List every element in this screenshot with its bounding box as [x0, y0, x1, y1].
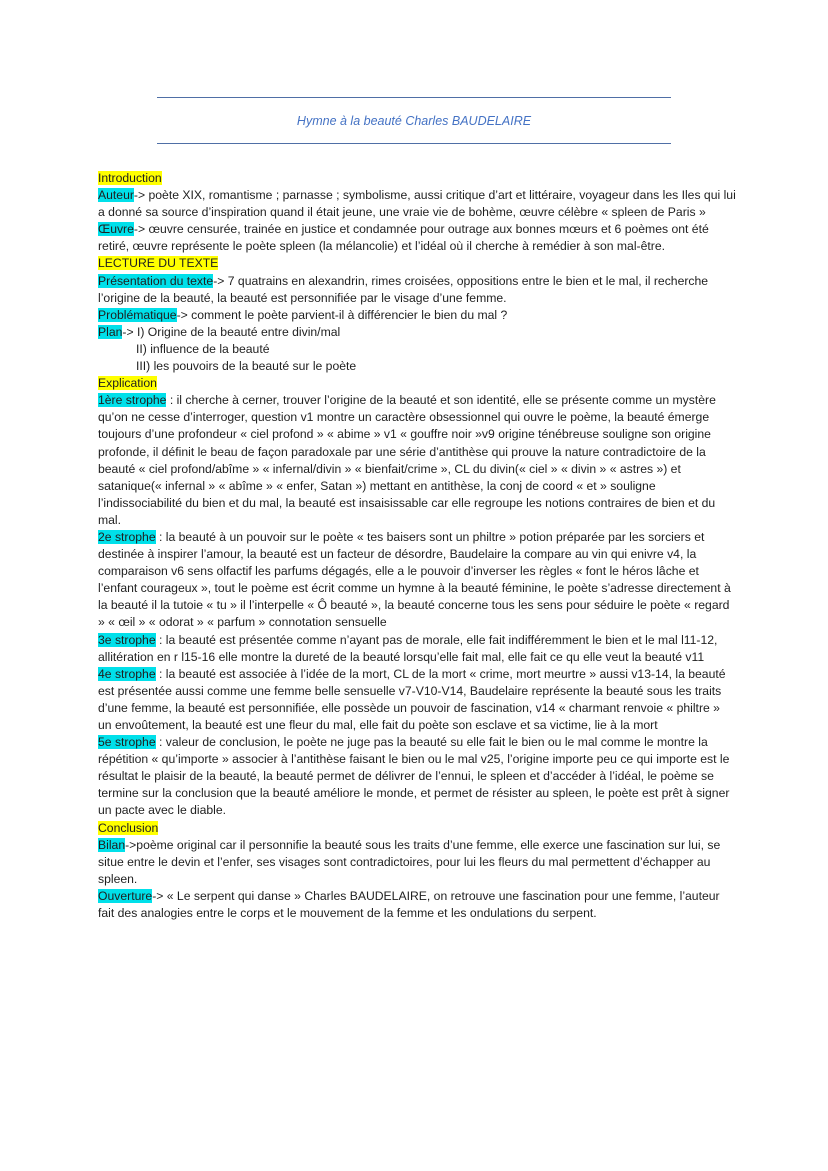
- paragraph-strophe-1: [98, 392, 736, 529]
- paragraph-strophe-5: [98, 734, 736, 819]
- paragraph-plan: [98, 324, 736, 341]
- label-auteur: Auteur: [98, 188, 134, 203]
- paragraph-auteur: [98, 187, 736, 221]
- header-rule-top: [157, 97, 671, 98]
- plan-item-2: II) influence de la beauté: [136, 341, 270, 356]
- paragraph-strophe-3: [98, 632, 736, 666]
- heading-lecture: LECTURE DU TEXTE: [98, 256, 219, 271]
- paragraph-ouverture: [98, 888, 736, 922]
- label-strophe-2: 2e strophe: [98, 529, 156, 544]
- heading-introduction: Introduction: [98, 171, 162, 185]
- text-bilan: ->poème original car il personnifie la beauté sous les traits d’une femme, elle exerce une fascination sur lui, se situe entre le devin et l’enfer, ses visages sont contradictoires, pour lui les fleurs du mal permettent d’échapper au spleen.: [98, 837, 721, 886]
- paragraph-problematique: [98, 307, 736, 324]
- label-plan: Plan: [98, 324, 123, 339]
- text-strophe-5: : valeur de conclusion, le poète ne juge pas la beauté su elle fait le bien ou le mal comme le montre la répétition « qu’importe » associer à l’antithèse faisant le bien ou le mal v25, l’origine importe peu ce qui importe est le résultat le plaisir de la beauté, la beauté permet de délivrer de l’ennui, le spleen et d’accéder à l’idéal, le poème se termine sur la conclusion que la beauté améliore le monde, et permet de résister au spleen, le poète est prêt à signer un pacte avec le diable.: [98, 735, 730, 818]
- document-title: Hymne à la beauté Charles BAUDELAIRE: [296, 114, 532, 128]
- paragraph-presentation: [98, 273, 736, 307]
- text-presentation: -> 7 quatrains en alexandrin, rimes croisées, oppositions entre le bien et le mal, il recherche l’origine de la beauté, la beauté est personnifiée par le visage d’une femme.: [98, 273, 709, 305]
- label-problematique: Problématique: [98, 307, 177, 322]
- text-strophe-1: : il cherche à cerner, trouver l’origine de la beauté et son identité, elle se présente comme un mystère qu’on ne cesse d’interroger, question v1 montre un caractère obsessionnel qui ouvre le poème, la beauté émerge toujours d’une profondeur « ciel profond » « abime » v1 « gouffre noir »v9 origine ténébreuse souligne son origine profonde, il définit le beau de façon paradoxale par une série d’antithèse qui prouve la nature contradictoire de la beauté « ciel profond/abîme » « infernal/divin » « bienfait/crime », CL du divin(« ciel » « divin » « astres ») et satanique(« infernal » « abîme » « enfer, Satan ») mettant en antithèse, la conj de coord « et » souligne l’indissociabilité du bien et du mal, la beauté est insaisissable car elle regroupe les notions contraires de bien et du mal.: [98, 393, 716, 527]
- document-body: [98, 170, 736, 922]
- paragraph-strophe-4: [98, 666, 736, 734]
- paragraph-oeuvre: [98, 221, 736, 255]
- heading-explication: Explication: [98, 376, 157, 391]
- section-lecture: [98, 255, 736, 272]
- plan-item-3: III) les pouvoirs de la beauté sur le poète: [136, 359, 357, 374]
- label-presentation: Présentation du texte: [98, 273, 214, 288]
- section-conclusion: [98, 820, 736, 837]
- label-strophe-4: 4e strophe: [98, 666, 156, 681]
- paragraph-strophe-2: [98, 529, 736, 632]
- label-strophe-3: 3e strophe: [98, 632, 156, 647]
- text-ouverture: -> « Le serpent qui danse » Charles BAUDELAIRE, on retrouve une fascination pour une femme, l’auteur fait des analogies entre le corps et le mouvement de la femme et les ondulations du serpent.: [98, 888, 720, 921]
- text-strophe-2: : la beauté à un pouvoir sur le poète « tes baisers sont un philtre » potion préparée par les sorciers et destinée à inspirer l’amour, la beauté est un facteur de désordre, Baudelaire la compare au vin qui enivre v4, la comparaison v6 sens olfactif les parfums dégagés, elle a le pouvoir d’inverser les règles « font le héros lâche et l’enfant courageux », tout le poème est écrit comme un hymne à la beauté féminine, le poète s’adresse directement à la beauté il la tutoie « tu » il l’interpelle « Ô beauté », la beauté concerne tous les sens pour séduire le poète « regard » « œil » « odorat » « parfum » connotation sensuelle: [98, 529, 731, 630]
- label-bilan: Bilan: [98, 837, 126, 852]
- text-plan: -> I) Origine de la beauté entre divin/mal: [122, 324, 341, 339]
- header-rule-bottom: [157, 143, 671, 144]
- heading-conclusion: Conclusion: [98, 820, 159, 835]
- section-explication: [98, 375, 736, 392]
- label-strophe-5: 5e strophe: [98, 735, 156, 750]
- label-ouverture: Ouverture: [98, 888, 153, 903]
- text-strophe-3: : la beauté est présentée comme n’ayant pas de morale, elle fait indifféremment le bien et le mal l11-12, allitération en r l15-16 elle montre la dureté de la beauté lorsqu’elle fait mal, elle fait ce qu elle veut la beauté v11: [98, 632, 718, 664]
- label-oeuvre: Œuvre: [98, 222, 134, 237]
- text-auteur: -> poète XIX, romantisme ; parnasse ; symbolisme, aussi critique d’art et littéraire, voyageur dans les Iles qui lui a donné sa source d’inspiration quand il était jeune, une vraie vie de bohème, œuvre célèbre « spleen de Paris »: [98, 188, 736, 220]
- paragraph-bilan: [98, 837, 736, 888]
- section-introduction: [98, 170, 736, 187]
- label-strophe-1: 1ère strophe: [98, 393, 167, 408]
- text-oeuvre: -> œuvre censurée, trainée en justice et condamnée pour outrage aux bonnes mœurs et 6 poèmes ont été retiré, œuvre représente le poète spleen (la mélancolie) et l’idéal où il cherche à remédier à son mal-être.: [98, 222, 709, 254]
- text-problematique: -> comment le poète parvient-il à différencier le bien du mal ?: [176, 307, 508, 322]
- text-strophe-4: : la beauté est associée à l’idée de la mort, CL de la mort « crime, mort meurtre » aussi v13-14, la beauté est présentée aussi comme une femme belle sensuelle v7-V10-V14, Baudelaire représente la beauté sous les traits d’une femme, la beauté est personnifiée, elle possède un pouvoir de fascination, v14 « charmant renvoie « philtre » un envoûtement, la beauté est une fleur du mal, elle fait du poète son esclave et sa victime, lie à la mort: [98, 666, 726, 732]
